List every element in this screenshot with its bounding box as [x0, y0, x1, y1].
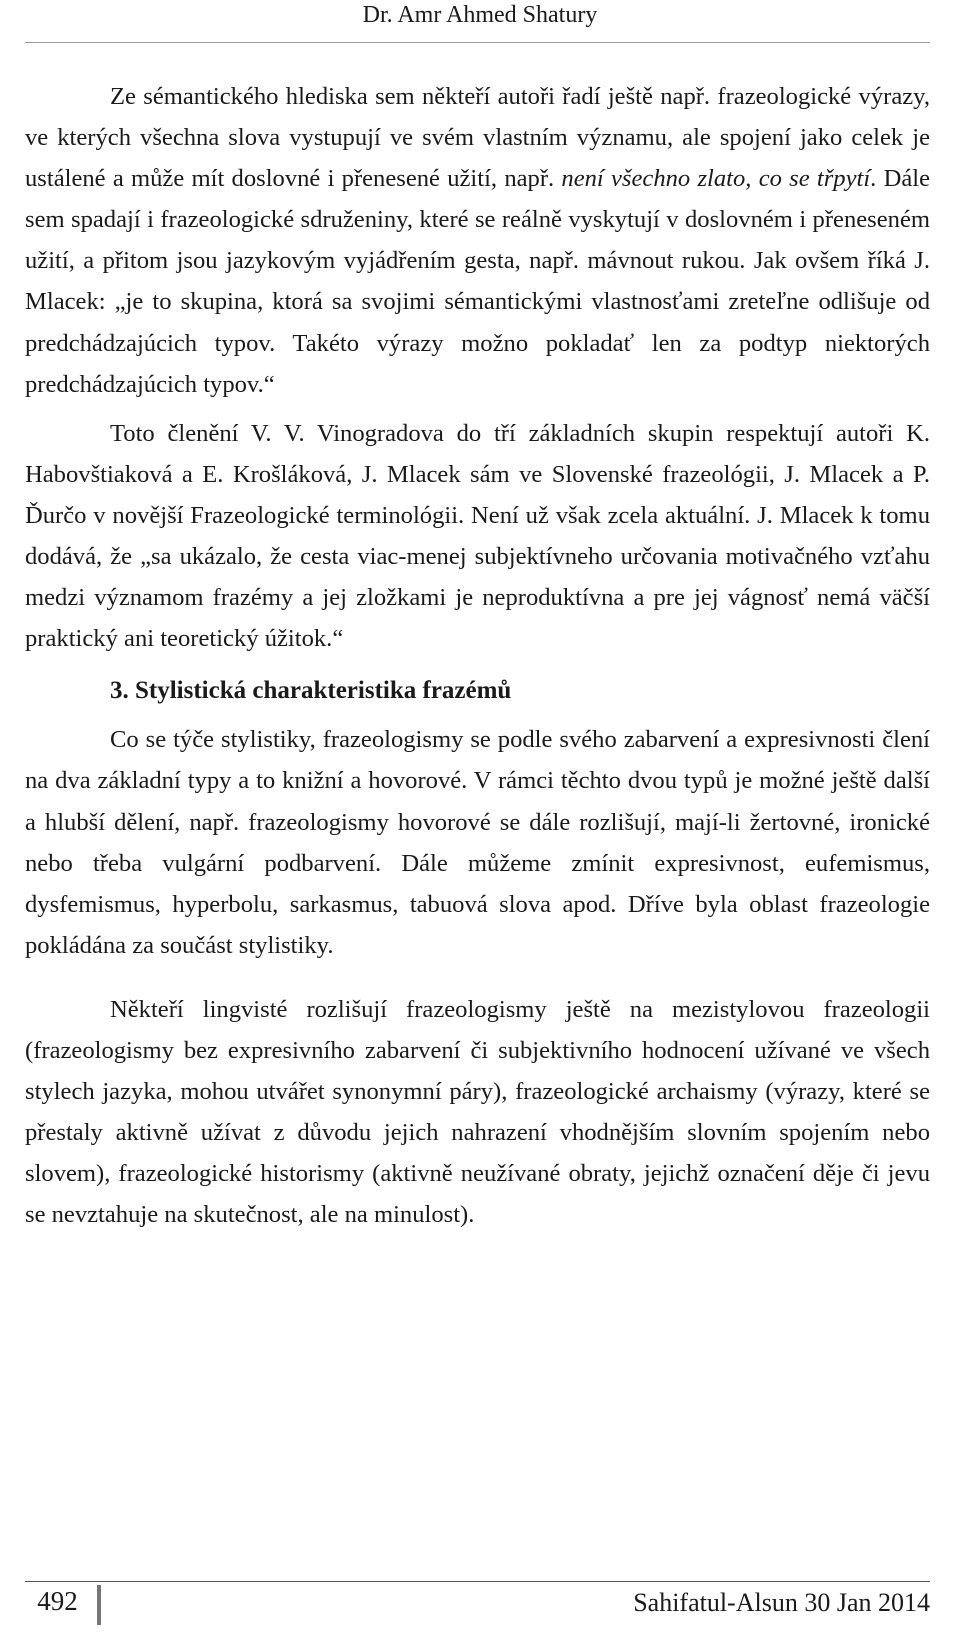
paragraph-interstyle: Někteří lingvisté rozlišují frazeologismy ještě na mezistylovou frazeologii (frazeologismy bez expresivního zabarvení či subjektivního hodnocení užívané ve všech stylech jazyka, mohou utvářet synonymní páry), frazeologické archaismy (výrazy, které se přestaly aktivně užívat z důvodu jejich nahrazení vhodnějším slovním spojením nebo slovem), frazeologické historismy (aktivně neužívané obraty, jejichž označení děje či jevu se nevztahuje na skutečnost, ale na minulost). — [25, 995, 930, 1229]
section-heading: 3. Stylistická charakteristika frazémů — [110, 677, 512, 705]
paragraph-vinogradov-classification: Toto členění V. V. Vinogradova do tří základních skupin respektují autoři K. Habovštiaková a E. Krošláková, J. Mlacek sám ve Slovenské frazeológii, J. Mlacek a P. Ďurčo v novější Frazeologické terminológii. Není už však zcela aktuální. J. Mlacek k tomu dodává, že „sa ukázalo, že cesta viac-menej subjektívneho určovania motivačného vzťahu medzi významom frazémy a jej zložkami je neproduktívna a pre jej vágnosť nemá väčší praktický ani teoretický úžitok.“ — [25, 419, 930, 653]
page-footer — [25, 1580, 930, 1630]
header-title: Dr. Amr Ahmed Shatury — [362, 2, 598, 28]
paragraph-semantic-types — [25, 76, 930, 405]
page-body — [25, 76, 930, 1235]
page-number: 492 — [37, 1586, 78, 1616]
running-header — [0, 0, 960, 42]
example-idiom: není všechno zlato, co se třpytí — [561, 165, 871, 193]
paragraph-text: . Dále sem spadají i frazeologické sdruženiny, které se reálně vyskytují v doslovném i přeneseném užití, a přitom jsou jazykovým vyjádřením gesta, např. mávnout rukou. Jak ovšem říká J. Mlacek: „je to skupina, ktorá sa svojimi sémantickými vlastnosťami zreteľne odlišuje od predchádzajúcich typov. Takéto výrazy možno pokladať len za podtyp niektorých predchádzajúcich typov.“ — [25, 165, 930, 398]
paragraph-stylistics: Co se týče stylistiky, frazeologismy se podle svého zabarvení a expresivnosti člení na dva základní typy a to knižní a hovorové. V rámci těchto dvou typů je možné ještě další a hlubší dělení, např. frazeologismy hovorové se dále rozlišují, mají-li žertovné, ironické nebo třeba vulgární podbarvení. Dále můžeme zmínit expresivnost, eufemismus, dysfemismus, hyperbolu, sarkasmus, tabuová slova apod. Dříve byla oblast frazeologie pokládána za součást stylistiky. — [25, 726, 930, 959]
journal-citation: Sahifatul-Alsun 30 Jan 2014 — [633, 1588, 930, 1617]
paragraph-text: Ze sémantického hlediska sem někteří autoři řadí ještě např. frazeologické výrazy, ve kterých všechna slova vystupují ve svém vlastním významu, ale spojení jako celek je ustálené a může mít doslovné i přenesené užití, např. — [25, 83, 930, 193]
header-divider — [25, 42, 930, 43]
page-number-bar — [97, 1585, 101, 1625]
